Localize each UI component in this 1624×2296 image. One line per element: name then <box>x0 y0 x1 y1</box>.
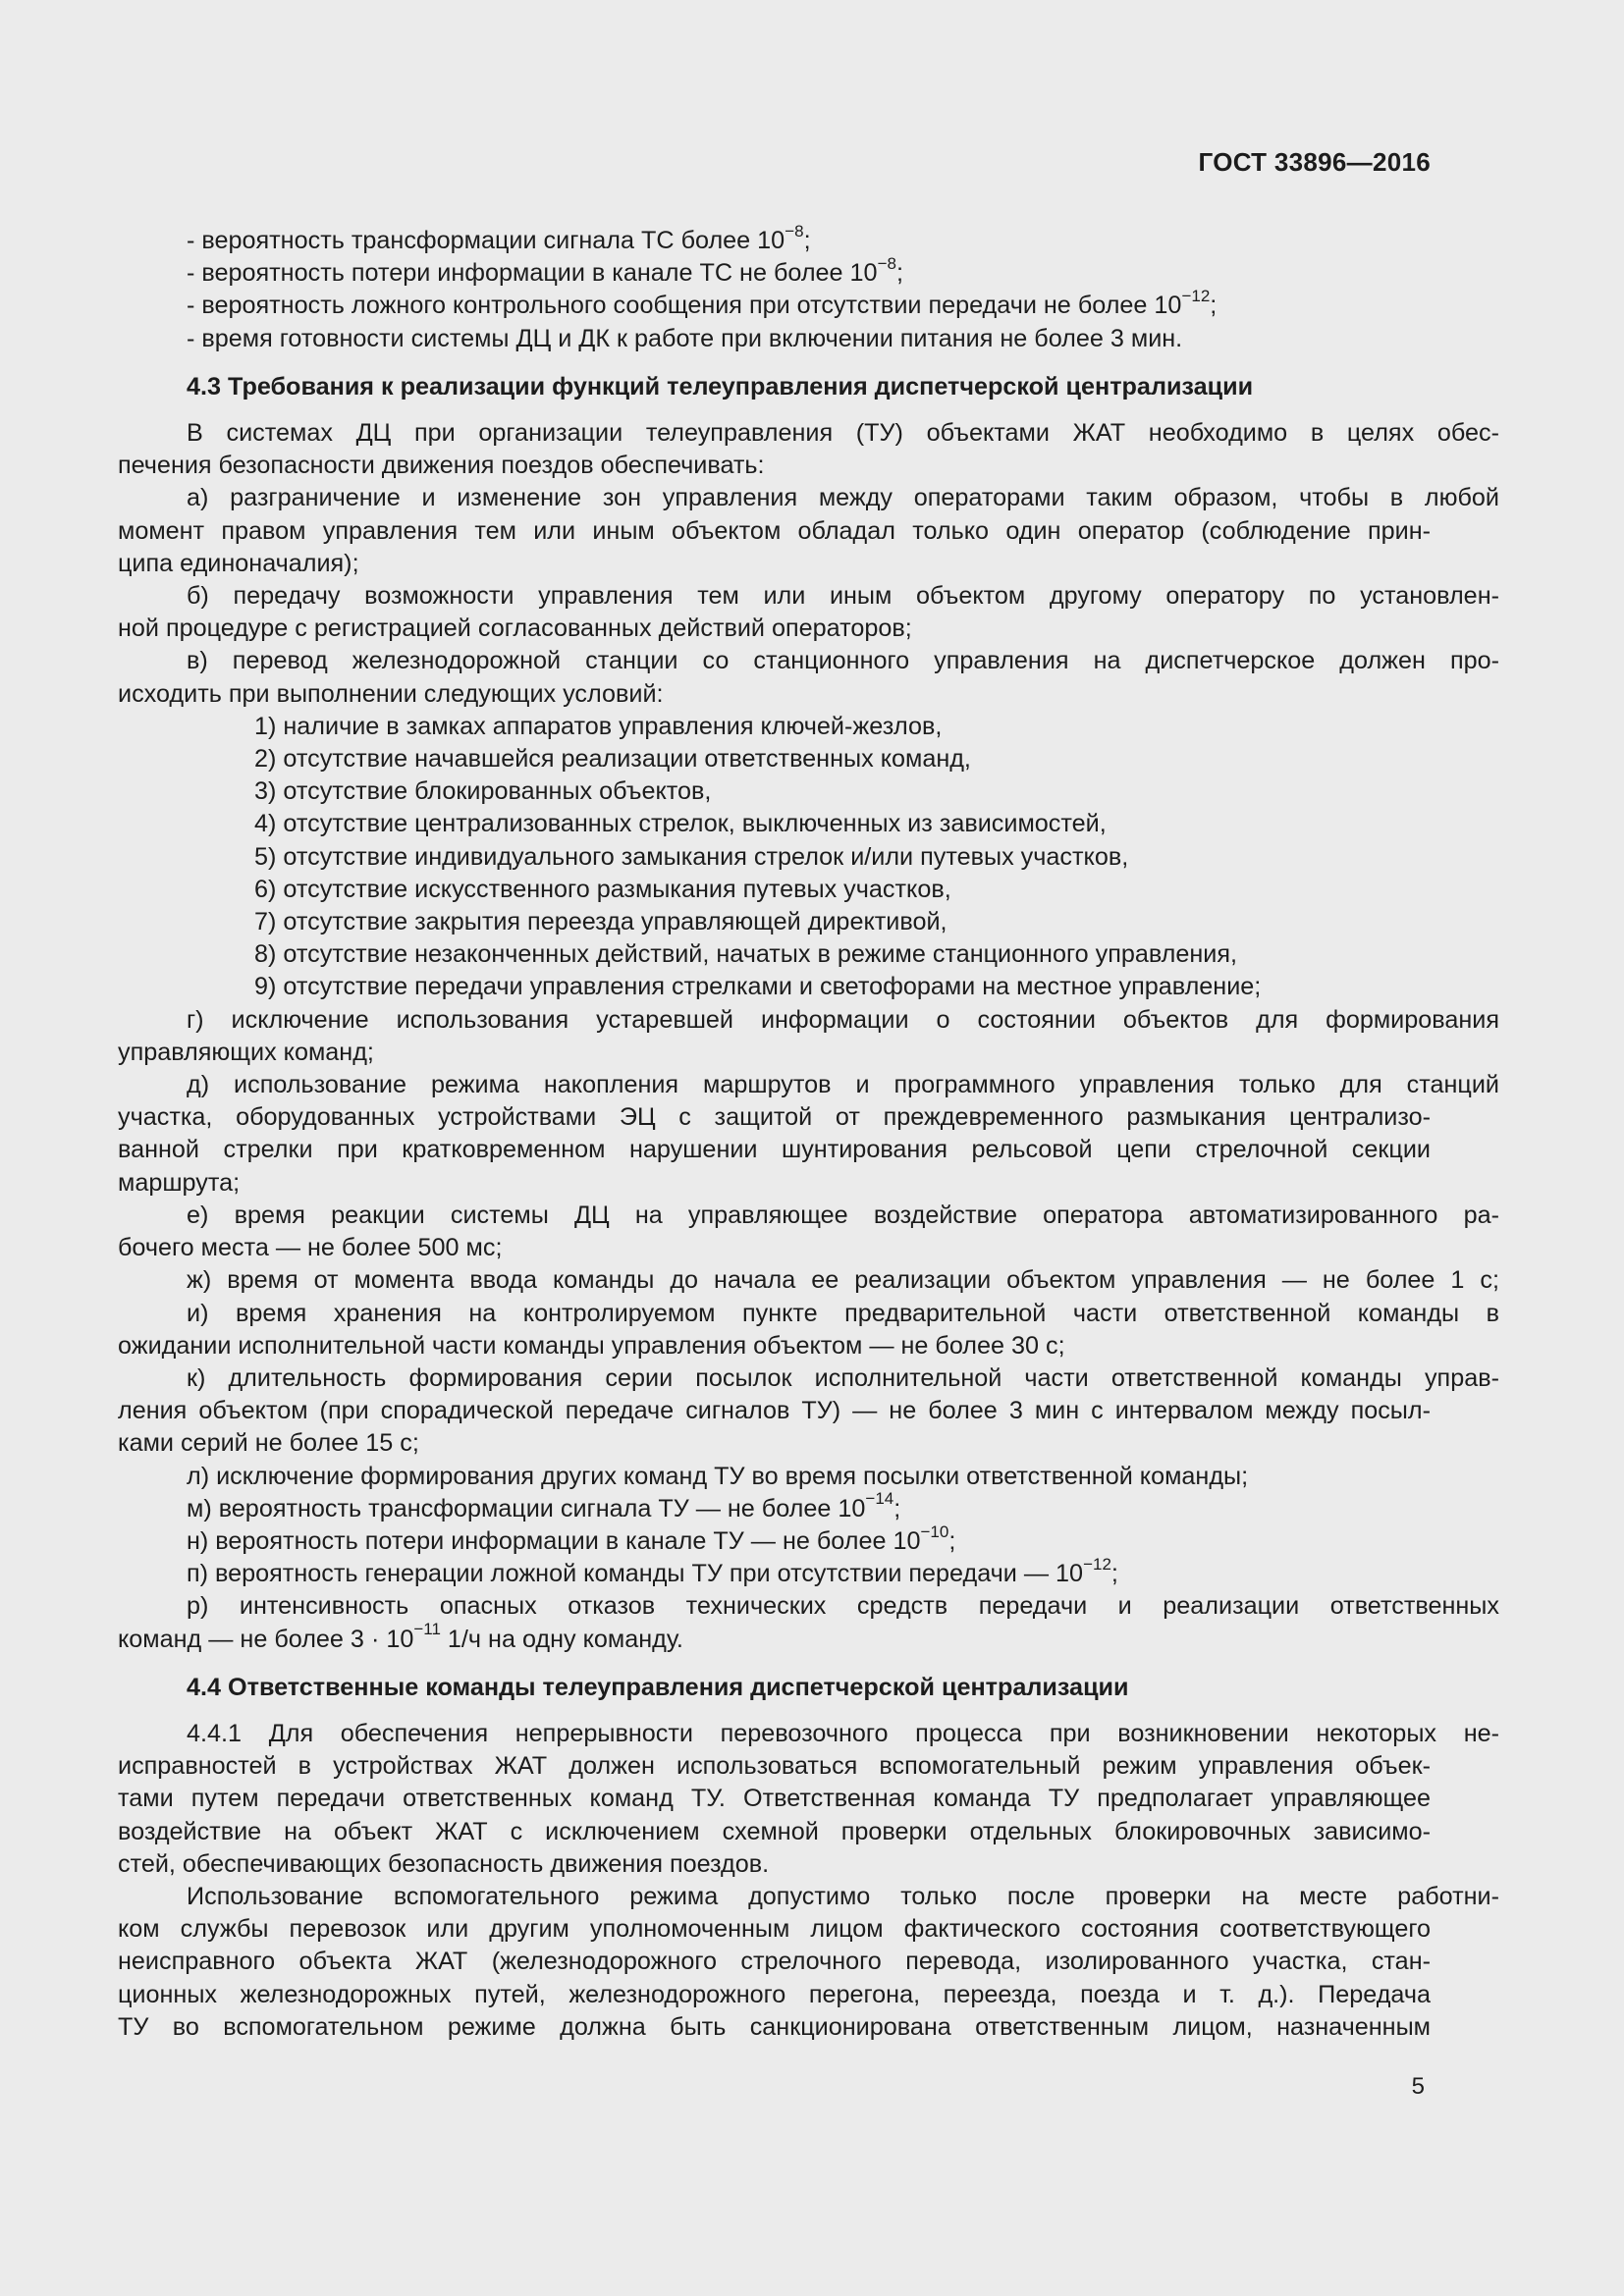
item-r-line: команд — не более $3 \cdot 10^{-11}$ 1/ч на одну команду. <box>118 1620 683 1653</box>
condition-item: 6) отсутствие искусственного размыкания путевых участков, <box>254 875 951 903</box>
paragraph-line: ТУ во вспомогательном режиме должна быть санкционирована ответственным лицом, назначенным <box>118 2012 1431 2041</box>
list-item: - вероятность потери информации в канале ТС не более $10^{-8}$; <box>187 253 903 288</box>
paragraph-line: исправностей в устройствах ЖАТ должен использоваться вспомогательный режим управления объек- <box>118 1752 1431 1781</box>
paragraph-line: Использование вспомогательного режима допустимо только после проверки на месте работни- <box>187 1882 1499 1910</box>
section-4-4-body <box>118 1718 1499 2044</box>
item-a-line: момент правом управления тем или иным объектом обладал только один оператор (соблюдение прин- <box>118 516 1431 545</box>
paragraph-line: В системах ДЦ при организации телеуправления (ТУ) объектами ЖАТ необходимо в целях обес- <box>187 419 1499 448</box>
item-k-line: к) длительность формирования серии посылок исполнительной части ответственной команды управ- <box>187 1363 1499 1392</box>
list-item: - вероятность ложного контрольного сообщения при отсутствии передачи не более $10^{-12}$; <box>187 287 1218 320</box>
section-heading-4-4: 4.4 Ответственные команды телеуправления диспетчерской централизации <box>187 1673 1129 1701</box>
item-e-line: бочего места — не более 500 мс; <box>118 1234 503 1262</box>
item-a-line: ципа единоначалия); <box>118 549 359 577</box>
item-a-line: а) разграничение и изменение зон управления между операторами таким образом, чтобы в любой <box>187 484 1499 512</box>
condition-item: 8) отсутствие незаконченных действий, начатых в режиме станционного управления, <box>254 940 1237 969</box>
item-zh-line: ж) время от момента ввода команды до начала ее реализации объектом управления — не более 1 с; <box>187 1266 1499 1295</box>
document-number-header: ГОСТ 33896—2016 <box>1198 147 1431 177</box>
section-heading-4-3: 4.3 Требования к реализации функций телеуправления диспетчерской централизации <box>187 372 1254 400</box>
condition-item: 4) отсутствие централизованных стрелок, выключенных из зависимостей, <box>254 810 1107 838</box>
item-i-line: и) время хранения на контролируемом пункте предварительной части ответственной команды в <box>187 1299 1499 1327</box>
item-l-line: л) исключение формирования других команд ТУ во время посылки ответственной команды; <box>187 1462 1249 1490</box>
item-g-line: г) исключение использования устаревшей информации о состоянии объектов для формирования <box>187 1005 1499 1034</box>
item-k-line: ками серий не более 15 с; <box>118 1429 419 1458</box>
paragraph-line: воздействие на объект ЖАТ с исключением схемной проверки отдельных блокировочных зависимо- <box>118 1817 1431 1845</box>
item-k-line: ления объектом (при спорадической передаче сигналов ТУ) — не более 3 мин с интервалом между посыл- <box>118 1397 1431 1425</box>
condition-item: 1) наличие в замках аппаратов управления ключей-жезлов, <box>254 712 943 740</box>
top-list <box>118 221 1431 355</box>
section-4-3-body <box>118 417 1499 1656</box>
item-b-line: б) передачу возможности управления тем или иным объектом другому оператору по установлен- <box>187 582 1499 611</box>
item-d-line: участка, оборудованных устройствами ЭЦ с защитой от преждевременного размыкания централизо- <box>118 1103 1431 1132</box>
list-item: - вероятность трансформации сигнала ТС более $10^{-8}$; <box>187 221 811 254</box>
item-r-line: р) интенсивность опасных отказов технических средств передачи и реализации ответственных <box>187 1592 1499 1621</box>
paragraph-line: тами путем передачи ответственных команд ТУ. Ответственная команда ТУ предполагает управляющее <box>118 1785 1431 1813</box>
item-d-line: ванной стрелки при кратковременном нарушении шунтирования рельсовой цепи стрелочной секции <box>118 1136 1431 1164</box>
item-e-line: е) время реакции системы ДЦ на управляющее воздействие оператора автоматизированного ра- <box>187 1201 1499 1229</box>
condition-item: 9) отсутствие передачи управления стрелками и светофорами на местное управление; <box>254 973 1262 1001</box>
list-item: - время готовности системы ДЦ и ДК к работе при включении питания не более 3 мин. <box>187 324 1183 352</box>
condition-item: 7) отсутствие закрытия переезда управляющей директивой, <box>254 908 947 936</box>
item-d-line: маршрута; <box>118 1168 241 1197</box>
paragraph-line: 4.4.1 Для обеспечения непрерывности перевозочного процесса при возникновении некоторых не- <box>187 1719 1499 1747</box>
item-d-line: д) использование режима накопления маршрутов и программного управления только для станций <box>187 1071 1499 1099</box>
condition-item: 2) отсутствие начавшейся реализации ответственных команд, <box>254 745 971 774</box>
item-g-line: управляющих команд; <box>118 1038 374 1066</box>
condition-item: 3) отсутствие блокированных объектов, <box>254 777 712 806</box>
paragraph-line: ком службы перевозок или другим уполномоченным лицом фактического состояния соответствующего <box>118 1915 1431 1944</box>
page-number: 5 <box>1411 2073 1425 2100</box>
paragraph-line: ционных железнодорожных путей, железнодорожного перегона, переезда, поезда и т. д.). Передача <box>118 1980 1431 2008</box>
item-i-line: ожидании исполнительной части команды управления объектом — не более 30 с; <box>118 1331 1065 1360</box>
item-v-line: в) перевод железнодорожной станции со станционного управления на диспетчерское должен про- <box>187 647 1499 675</box>
item-n-line: н) вероятность потери информации в канале ТУ — не более $10^{-10}$; <box>187 1522 956 1555</box>
paragraph-line: неисправного объекта ЖАТ (железнодорожного стрелочного перевода, изолированного участка, стан- <box>118 1948 1431 1976</box>
paragraph-line: печения безопасности движения поездов обеспечивать: <box>118 452 765 480</box>
item-b-line: ной процедуре с регистрацией согласованных действий операторов; <box>118 614 912 643</box>
item-v-line: исходить при выполнении следующих условий: <box>118 679 664 708</box>
condition-item: 5) отсутствие индивидуального замыкания стрелок и/или путевых участков, <box>254 842 1129 871</box>
document-body <box>118 221 1499 2044</box>
item-m-line: м) вероятность трансформации сигнала ТУ — не более $10^{-14}$; <box>187 1489 901 1522</box>
item-p-line: п) вероятность генерации ложной команды ТУ при отсутствии передачи — $10^{-12}$; <box>187 1554 1118 1588</box>
paragraph-line: стей, обеспечивающих безопасность движения поездов. <box>118 1849 770 1878</box>
